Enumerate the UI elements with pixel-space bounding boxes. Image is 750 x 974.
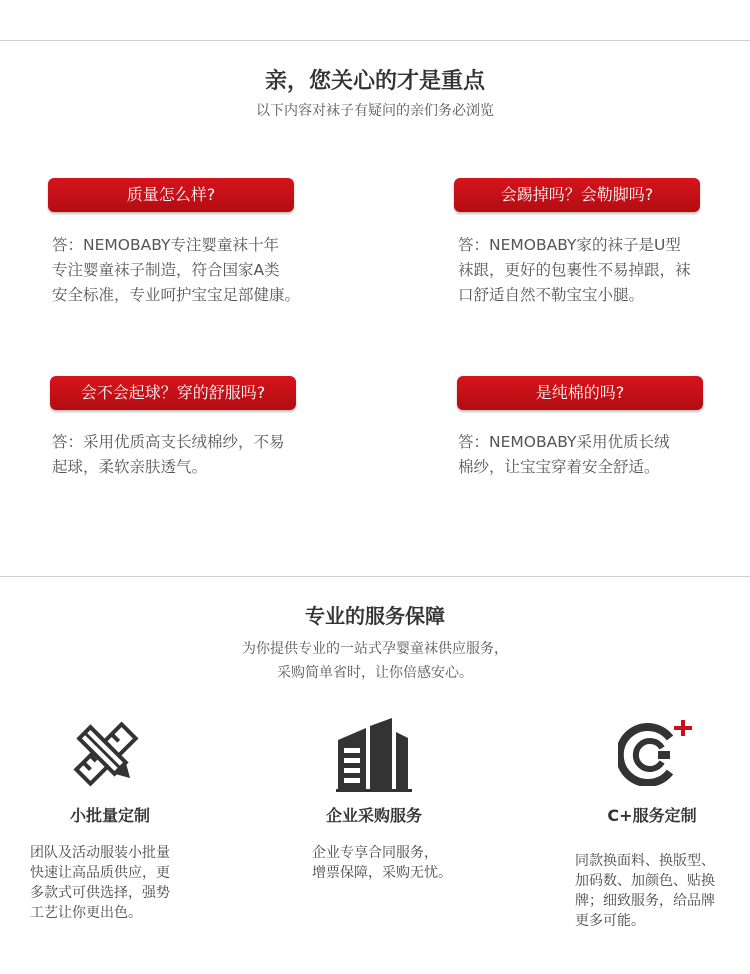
service-enterprise-desc: 企业专享合同服务， 增票保障，采购无忧。 — [312, 845, 452, 881]
faq-subtitle: 以下内容对袜子有疑问的亲们务必浏览 — [256, 103, 494, 119]
service-c-plus-title: C+服务定制 — [607, 806, 697, 825]
service-enterprise-title: 企业采购服务 — [325, 806, 422, 825]
middle-divider — [0, 576, 750, 577]
c-plus-icon — [618, 720, 694, 786]
service-subtitle-line2: 采购简单省时，让你倍感安心。 — [277, 665, 473, 681]
service-subtitle-line1: 为你提供专业的一站式孕婴童袜供应服务， — [242, 641, 508, 657]
service-c-plus-desc: 同款换面料、换版型、 加码数、加颜色、贴换 牌；细致服务，给品牌 更多可能。 — [575, 853, 715, 929]
faq-question-cotton: 是纯棉的吗? — [457, 376, 703, 410]
faq-question-pilling: 会不会起球？穿的舒服吗? — [50, 376, 296, 410]
service-small-batch-desc: 团队及活动服装小批量 快速让高品质供应，更 多款式可供选择，强势 工艺让你更出色。 — [30, 845, 170, 921]
faq-question-falloff: 会踢掉吗？会勒脚吗? — [454, 178, 700, 212]
top-divider — [0, 40, 750, 41]
faq-question-quality: 质量怎么样? — [48, 178, 294, 212]
service-title: 专业的服务保障 — [305, 604, 445, 628]
building-icon — [336, 718, 412, 792]
pencil-ruler-icon — [66, 714, 146, 794]
faq-answer-cotton: 答：NEMOBABY采用优质长绒 棉纱，让宝宝穿着安全舒适。 — [458, 433, 670, 476]
faq-answer-quality: 答：NEMOBABY专注婴童袜十年 专注婴童袜子制造，符合国家A类 安全标准，专业呵护宝宝足部健康。 — [52, 236, 301, 304]
service-small-batch-title: 小批量定制 — [69, 806, 150, 825]
faq-answer-falloff: 答：NEMOBABY家的袜子是U型 袜跟，更好的包裹性不易掉跟，袜 口舒适自然不勒宝宝小腿。 — [458, 236, 691, 304]
faq-answer-pilling: 答：采用优质高支长绒棉纱，不易 起球，柔软亲肤透气。 — [52, 433, 285, 476]
faq-title: 亲，您关心的才是重点 — [264, 69, 485, 94]
